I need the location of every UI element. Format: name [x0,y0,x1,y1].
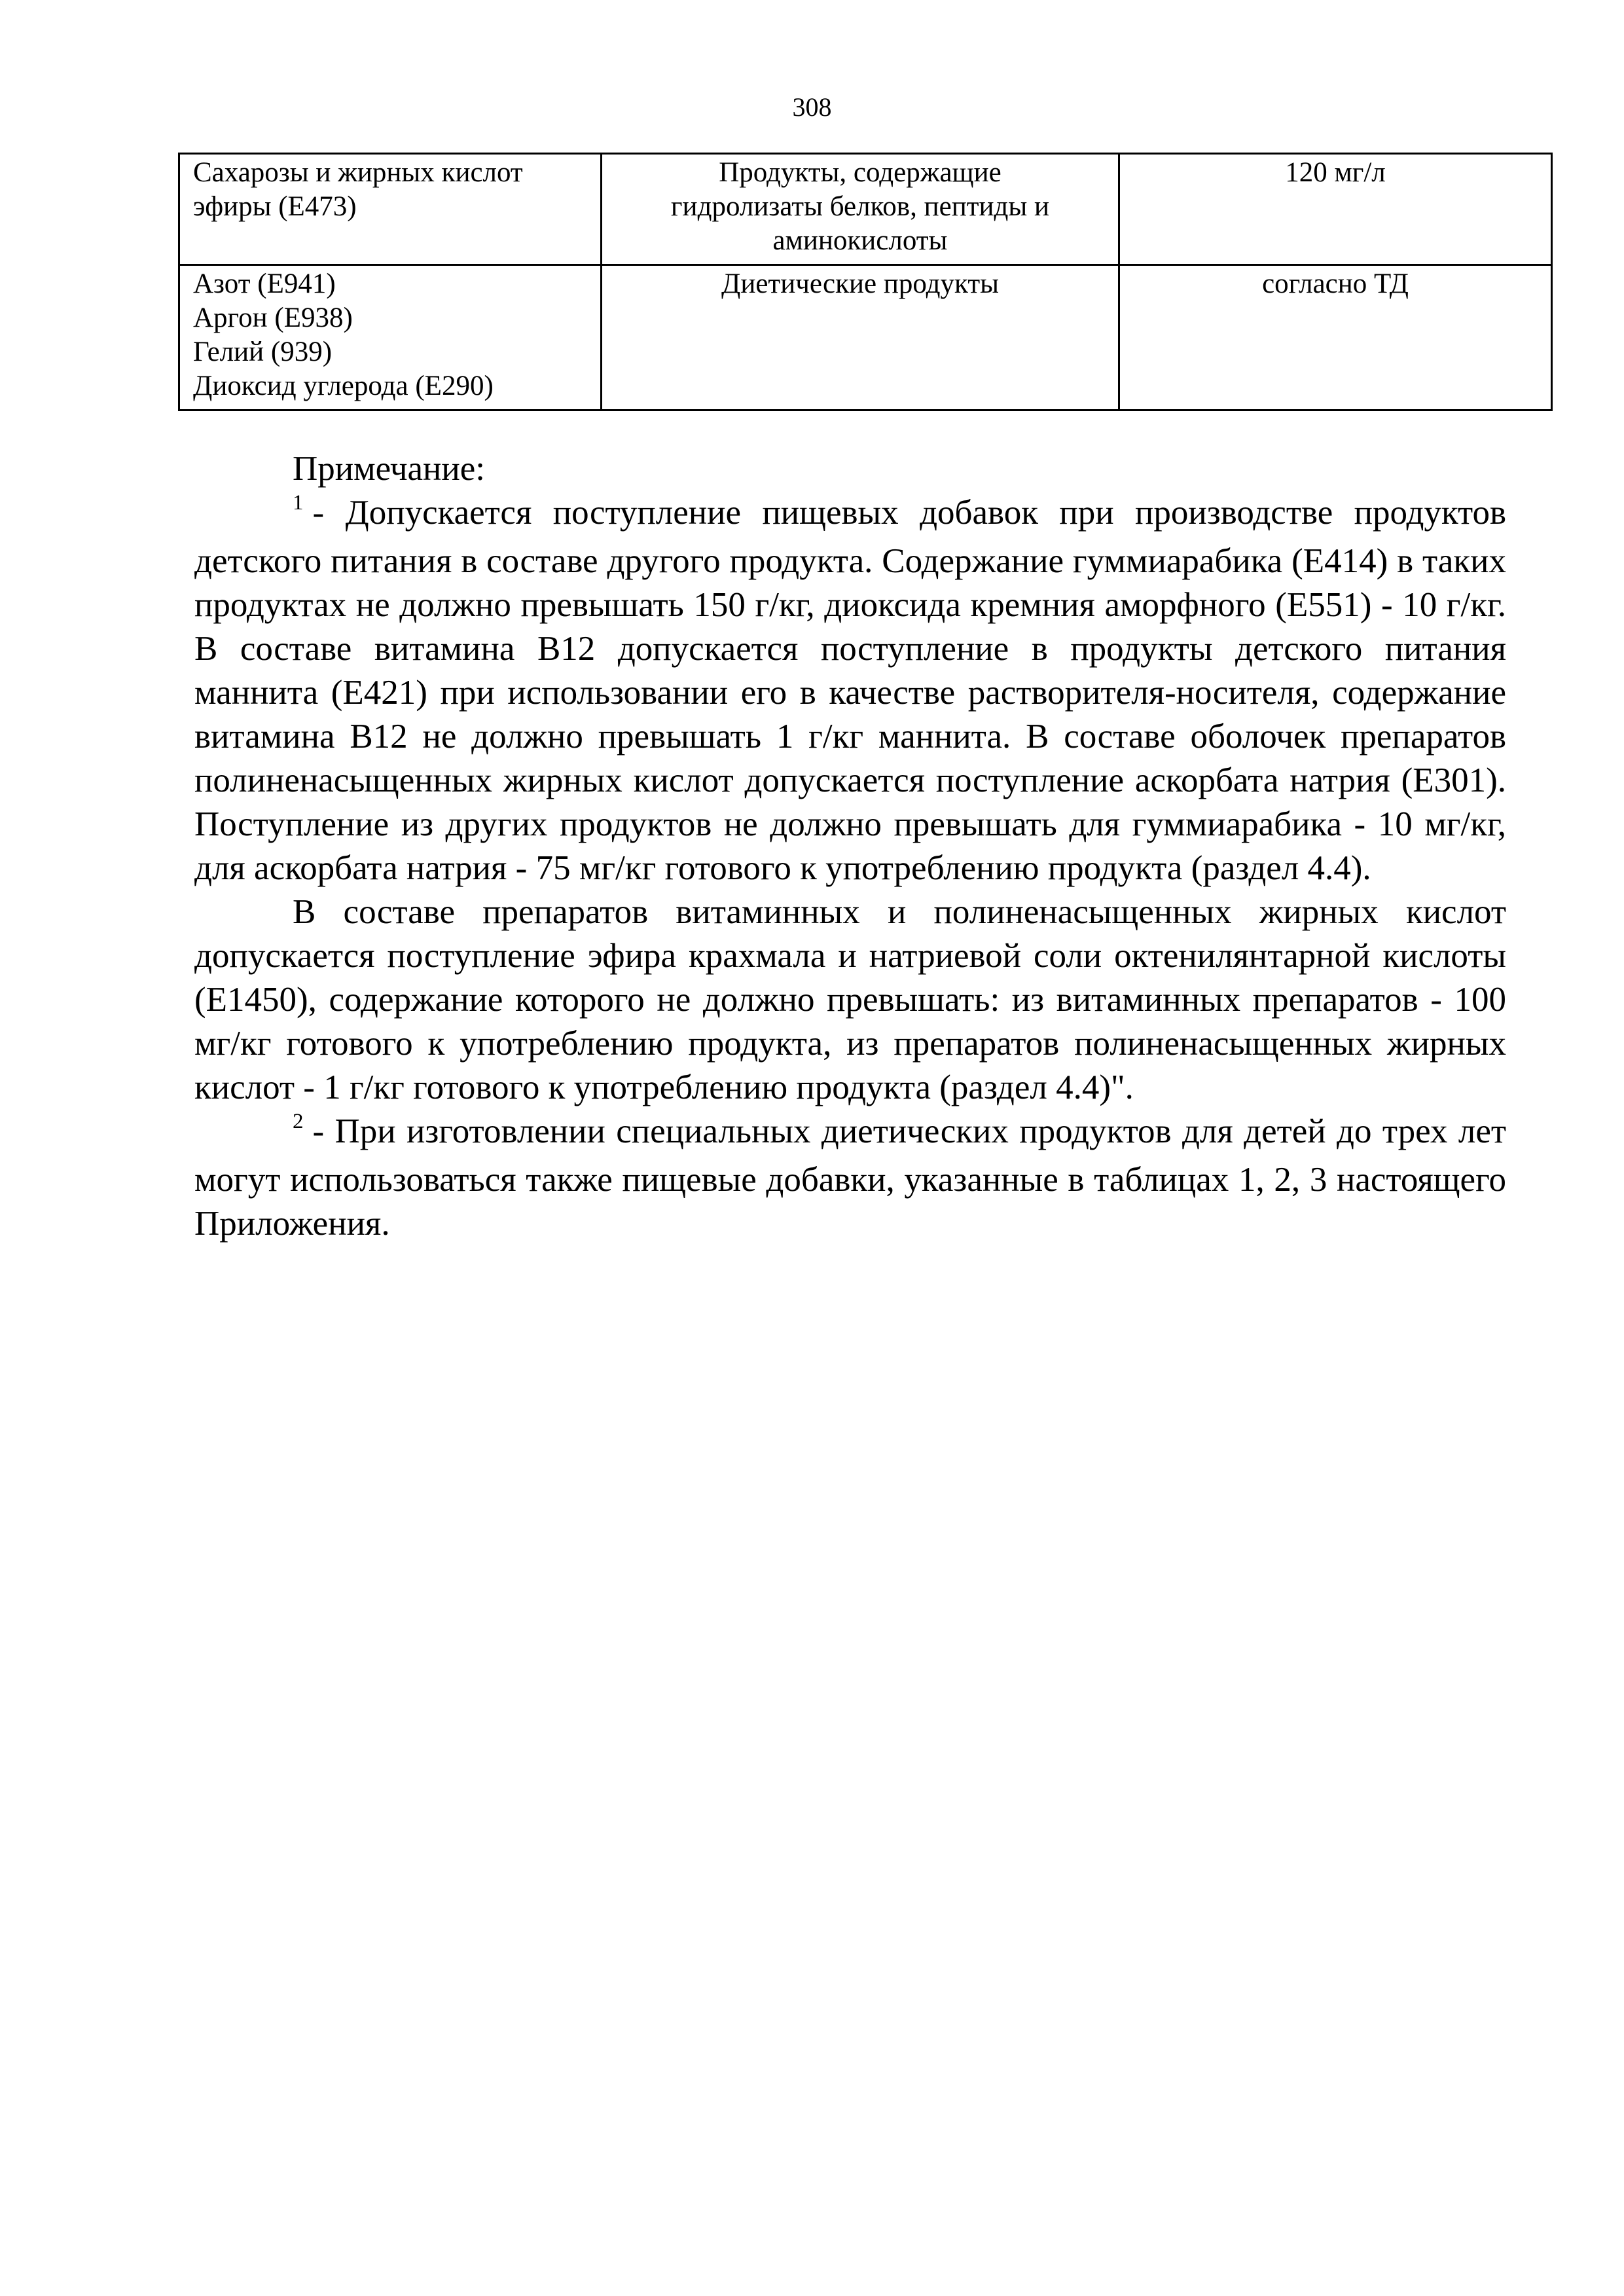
table-row [179,265,1552,410]
notes-heading: Примечание: [293,450,486,488]
product-line: Диетические продукты [721,268,999,299]
notes-section [194,447,1506,1246]
additive-line: Диоксид углерода (Е290) [193,371,494,401]
product-cell [602,265,1119,410]
page-number: 308 [792,92,832,122]
note-2 [194,1110,1506,1246]
product-line: гидролизаты белков, пептиды и [670,191,1050,222]
level-cell [1119,265,1552,410]
note-1-continuation: В составе препаратов витаминных и полиненасыщенных жирных кислот допускается поступление эфира крахмала и натриевой соли октенилянтарной кислоты (Е1450), содержание которого не должно превышать: из витаминных препаратов - 100 мг/кг готового к употреблению продукта, из препаратов полиненасыщенных жирных кислот - 1 г/кг готового к употреблению продукта (раздел 4.4)". [194,893,1506,1106]
additive-cell [179,154,602,265]
product-cell [602,154,1119,265]
note-2-text: - При изготовлении специальных диетических продуктов для детей до трех лет могут использоваться также пищевые добавки, указанные в таблицах 1, 2, 3 настоящего Приложения. [194,1112,1506,1243]
additive-line: эфиры (Е473) [193,191,357,222]
table-row [179,154,1552,265]
level-value: 120 мг/л [1285,157,1386,188]
note-1-text: - Допускается поступление пищевых добавок при производстве продуктов детского питания в составе другого продукта. Содержание гуммиарабика (Е414) в таких продуктах не должно превышать 150 г/кг, диоксида кремния аморфного (Е551) - 10 г/кг. В составе витамина В12 допускается поступление в продукты детского питания маннита (Е421) при использовании его в качестве растворителя-носителя, содержание витамина В12 не должно превышать 1 г/кг маннита. В составе оболочек препаратов полиненасыщенных жирных кислот допускается поступление аскорбата натрия (Е301). Поступление из других продуктов не должно превышать для гуммиарабика - 10 мг/кг, для аскорбата натрия - 75 мг/кг готового к употреблению продукта (раздел 4.4). [194,494,1506,887]
additive-cell [179,265,602,410]
level-cell [1119,154,1552,265]
footnote-marker: 1 [293,491,304,515]
additive-line: Гелий (939) [193,337,333,367]
additive-line: Азот (Е941) [193,268,336,299]
level-value: согласно ТД [1262,268,1409,299]
footnote-marker: 2 [293,1110,304,1133]
additive-line: Аргон (Е938) [193,302,353,333]
note-1 [194,491,1506,890]
product-line: аминокислоты [772,225,948,256]
additives-table [178,153,1553,411]
product-line: Продукты, содержащие [719,157,1001,188]
additive-line: Сахарозы и жирных кислот [193,157,523,188]
